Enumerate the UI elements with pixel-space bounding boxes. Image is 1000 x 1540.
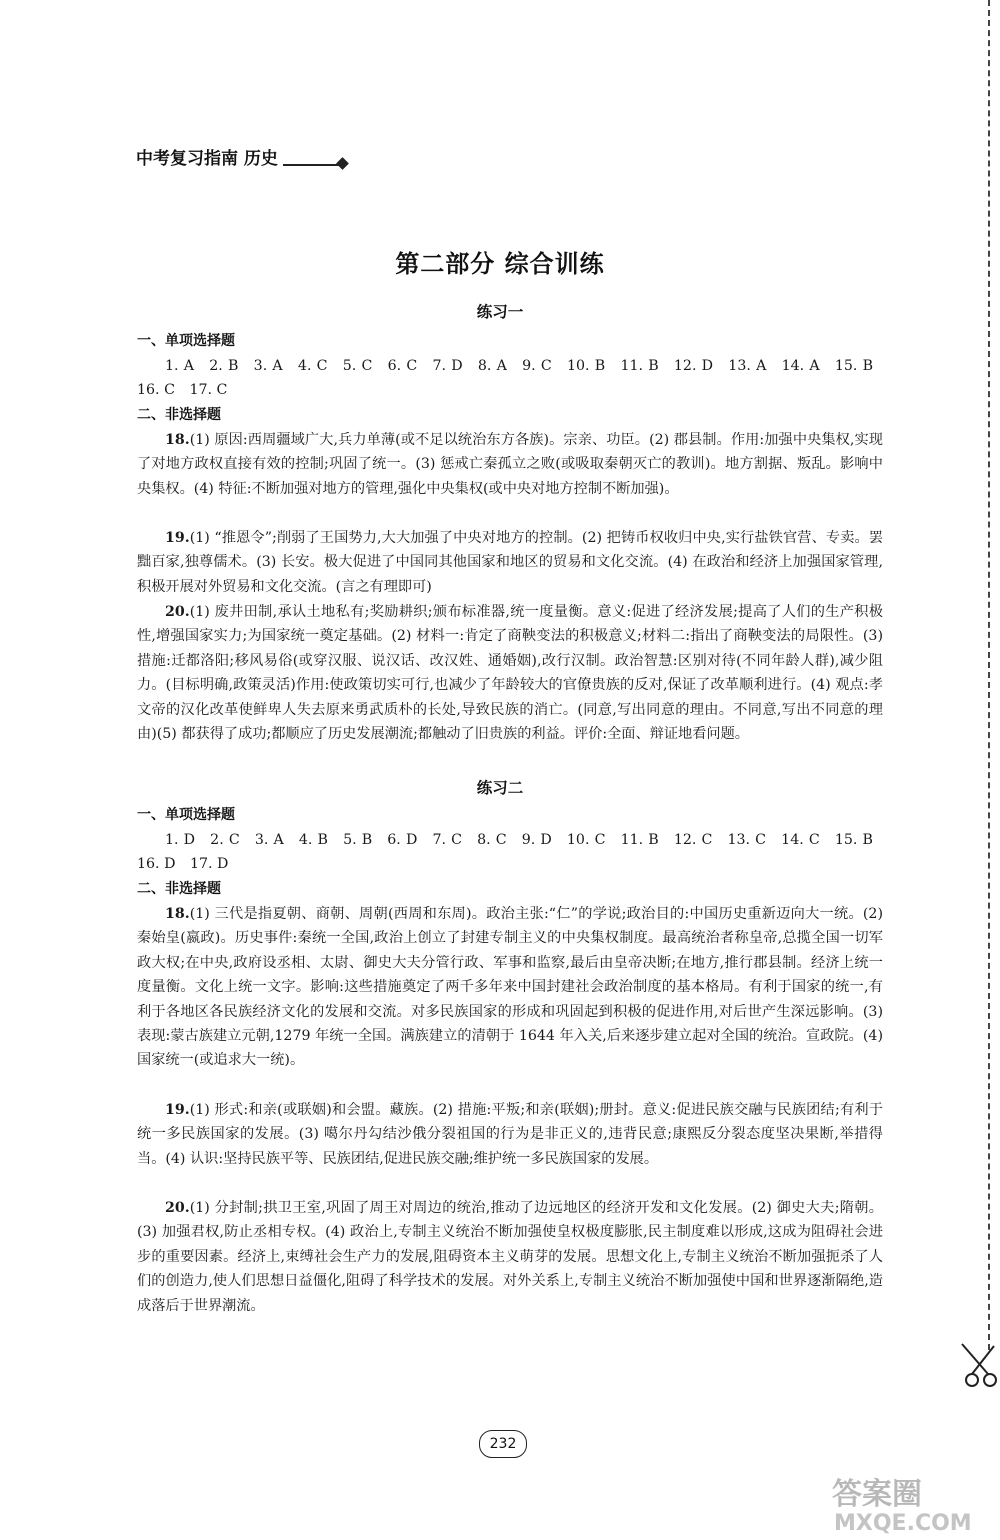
mc-answer: 10. C xyxy=(566,832,606,848)
question-number: 20. xyxy=(165,1200,190,1216)
question-number: 19. xyxy=(165,1102,190,1118)
mc-answers xyxy=(137,828,883,877)
part-title: 第二部分 综合训练 xyxy=(395,250,605,278)
section-heading-nonmc: 二、非选择题 xyxy=(137,881,221,897)
mc-answer: 8. A xyxy=(477,358,507,374)
mc-answer: 1. A xyxy=(165,358,195,374)
watermark-text: MXQE.COM xyxy=(834,1511,972,1536)
mc-answer: 9. D xyxy=(521,832,552,848)
question-number: 18. xyxy=(165,432,190,448)
mc-answer: 15. B xyxy=(834,358,874,374)
section-heading-mc: 一、单项选择题 xyxy=(137,333,235,349)
mc-answer: 12. D xyxy=(673,358,714,374)
page-number: 232 xyxy=(479,1430,527,1458)
mc-answer: 3. A xyxy=(254,832,284,848)
mc-answer: 17. D xyxy=(189,856,229,873)
mc-answer: 1. D xyxy=(165,832,196,848)
answer-text: (1) 分封制;拱卫王室,巩固了周王对周边的统治,推动了边远地区的经济开发和文化发展。(2) 御史大夫;隋朝。(3) 加强君权,防止丞相专权。(4) 政治上,专制主义统治不断加强使皇权极度膨胀,民主制度难以形成,这成为阻碍社会进步的重要因素。经济上,束缚社会生产力的发展,阻碍资本主义萌芽的发展。思想文化上,专制主义统治不断加强扼杀了人们的创造力,使人们思想日益僵化,阻碍了科学技术的发展。对外关系上,专制主义统治不断加强使中国和世界逐渐隔绝,造成落后于世界潮流。 xyxy=(137,1200,883,1314)
mc-answer: 5. C xyxy=(342,358,373,374)
mc-answer: 6. C xyxy=(387,358,418,374)
question-number: 19. xyxy=(165,530,190,546)
answer-18 xyxy=(137,902,883,1073)
answer-text: (1) 形式:和亲(或联姻)和会盟。藏族。(2) 措施:平叛;和亲(联姻);册封。意义:促进民族交融与民族团结;有利于统一多民族国家的发展。(3) 噶尔丹勾结沙俄分裂祖国的行为是非正义的,违背民意;康熙反分裂态度坚决果断,举措得当。(4) 认识:坚持民族平等、民族团结,促进民族交融;维护统一多民族国家的发展。 xyxy=(137,1102,883,1167)
mc-answer: 17. C xyxy=(189,382,228,399)
section-heading-mc: 一、单项选择题 xyxy=(137,807,235,823)
mc-answer: 16. C xyxy=(137,382,175,399)
mc-answer: 7. C xyxy=(432,832,462,848)
mc-answer: 5. B xyxy=(343,832,373,848)
mc-answer: 3. A xyxy=(253,358,283,374)
answer-text: (1) 三代是指夏朝、商朝、周朝(西周和东周)。政治主张:“仁”的学说;政治目的:中国历史重新迈向大一统。(2) 秦始皇(嬴政)。历史事件:秦统一全国,政治上创立了封建专制主义的中央集权制度。最高统治者称皇帝,总揽全国一切军政大权;在中央,政府设丞相、太尉、御史大夫分管行政、军事和监察,最后由皇帝决断;在地方,推行郡县制。经济上统一度量衡。文化上统一文字。影响:这些措施奠定了两千多年来中国封建社会政治制度的基本格局。有利于国家的统一,有利于各地区各民族经济文化的发展和交流。对多民族国家的形成和巩固起到积极的促进作用,对后世产生深远影响。(3) 表现:蒙古族建立元朝,1279 年统一全国。满族建立的清朝于 1644 年入关,后来逐步建立起对全国的统治。宣政院。(4) 国家统一(或追求大一统)。 xyxy=(137,906,883,1069)
diamond-icon xyxy=(336,157,349,170)
mc-answer: 10. B xyxy=(566,358,606,374)
mc-answer: 12. C xyxy=(673,832,713,848)
watermark-logo xyxy=(830,1470,990,1536)
mc-answer: 11. B xyxy=(620,832,659,848)
answer-19 xyxy=(137,526,883,599)
mc-answer: 4. B xyxy=(298,832,328,848)
watermark-glyphs: 答案圈 xyxy=(832,1477,922,1512)
running-header: 中考复习指南 历史 xyxy=(136,149,278,169)
mc-answer: 7. D xyxy=(432,358,463,374)
mc-answer: 16. D xyxy=(137,856,176,873)
answer-18 xyxy=(137,428,883,501)
cut-line xyxy=(988,0,990,1350)
header-rule xyxy=(283,164,341,166)
exercise-title: 练习一 xyxy=(476,303,524,321)
mc-answer: 9. C xyxy=(522,358,552,374)
scissors-icon xyxy=(958,1340,998,1390)
mc-answer: 14. C xyxy=(781,832,820,848)
mc-answer: 11. B xyxy=(620,358,659,374)
exercise-title: 练习二 xyxy=(476,779,524,797)
mc-answer: 8. C xyxy=(477,832,507,848)
mc-answer: 2. C xyxy=(210,832,240,848)
answer-20 xyxy=(137,1196,883,1318)
answer-19 xyxy=(137,1098,883,1171)
question-number: 18. xyxy=(165,906,190,922)
mc-answer: 14. A xyxy=(781,358,820,374)
mc-answer: 15. B xyxy=(834,832,873,848)
answer-text: (1) “推恩令”;削弱了王国势力,大大加强了中央对地方的控制。(2) 把铸币权收归中央,实行盐铁官营、专卖。罢黜百家,独尊儒术。(3) 长安。极大促进了中国同其他国家和地区的贸易和文化交流。(4) 在政治和经济上加强国家管理,积极开展对外贸易和文化交流。(言之有理即可) xyxy=(137,530,883,595)
mc-answer: 6. D xyxy=(387,832,418,848)
question-number: 20. xyxy=(165,604,190,620)
answer-20 xyxy=(137,600,883,746)
mc-answer: 13. C xyxy=(727,832,767,848)
mc-answer: 13. A xyxy=(728,358,767,374)
mc-answer: 4. C xyxy=(297,358,328,374)
answer-text: (1) 废井田制,承认土地私有;奖励耕织;颁布标准器,统一度量衡。意义:促进了经济发展;提高了人们的生产积极性,增强国家实力;为国家统一奠定基础。(2) 材料一:肯定了商鞅变法的积极意义;材料二:指出了商鞅变法的局限性。(3) 措施:迁都洛阳;移风易俗(或穿汉服、说汉话、改汉姓、通婚姻),改行汉制。政治智慧:区别对待(不同年龄人群),减少阻力。(目标明确,政策灵活)作用:使政策切实可行,也减少了年龄较大的官僚贵族的反对,保证了改革顺利进行。(4) 观点:孝文帝的汉化改革使鲜卑人失去原来勇武质朴的长处,导致民族的消亡。(同意,写出同意的理由。不同意,写出不同意的理由)(5) 都获得了成功;都顺应了历史发展潮流;都触动了旧贵族的利益。评价:全面、辩证地看问题。 xyxy=(137,604,883,743)
mc-answers xyxy=(137,354,883,403)
section-heading-nonmc: 二、非选择题 xyxy=(137,407,221,423)
answer-text: (1) 原因:西周疆域广大,兵力单薄(或不足以统治东方各族)。宗亲、功臣。(2) 郡县制。作用:加强中央集权,实现了对地方政权直接有效的控制;巩固了统一。(3) 惩戒亡秦孤立之败(或吸取秦朝灭亡的教训)。地方割据、叛乱。影响中央集权。(4) 特征:不断加强对地方的管理,强化中央集权(或中央对地方控制不断加强)。 xyxy=(137,432,883,497)
mc-answer: 2. B xyxy=(209,358,239,374)
